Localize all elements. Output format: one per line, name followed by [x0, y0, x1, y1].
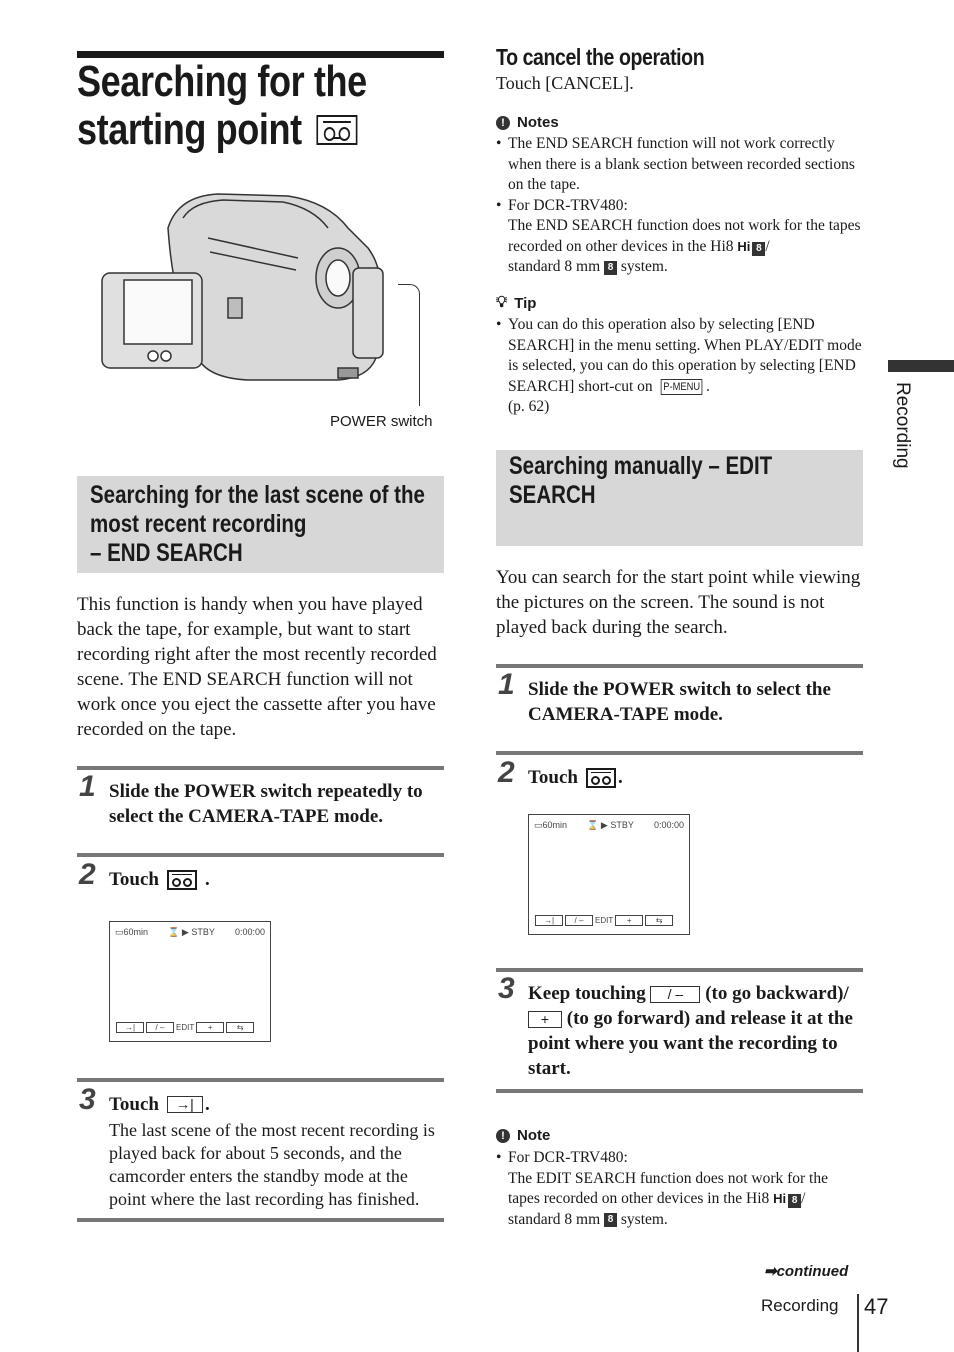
hi8-logo-text: Hi — [773, 1191, 787, 1207]
side-tab — [893, 382, 913, 492]
section-end-rule — [77, 1218, 444, 1222]
back-button-label: / – — [155, 1023, 165, 1032]
page-title-line2-row — [77, 106, 421, 154]
step-rule — [77, 1078, 444, 1082]
step-description: The last scene of the most recent recording is played back for about 5 seconds, and the camcorder enters the standby mode at the point where the last recording has finished. — [109, 1120, 435, 1209]
end-search-heading-line1: Searching for the last scene of the — [90, 481, 425, 509]
note-heading-row — [496, 1127, 550, 1144]
note-trv-line2-end: system. — [620, 258, 668, 276]
step-text: Keep touching — [528, 983, 646, 1004]
step-rule — [77, 766, 444, 770]
footer-rule — [857, 1294, 859, 1352]
battery-remaining: 60min — [123, 927, 149, 937]
tape-button-icon[interactable] — [167, 870, 197, 890]
forward-search-button-icon[interactable] — [528, 1011, 562, 1028]
edit-search-heading-line2: SEARCH — [509, 481, 596, 509]
end-search-button[interactable]: →| — [116, 1022, 144, 1033]
lightbulb-icon: 💡︎ — [496, 294, 508, 311]
screen-status-bar — [534, 820, 684, 831]
edit-search-intro: You can search for the start point while viewing the pictures on the screen. The sound is not played back during the search. — [496, 567, 861, 638]
section-end-rule — [496, 1089, 863, 1093]
continued-text: continued — [776, 1263, 849, 1280]
screen-battery — [534, 820, 567, 831]
step-text: (to go forward) and release it at the point where you want the recording to start. — [528, 1008, 853, 1079]
step-text-row — [528, 765, 623, 790]
tip-heading: Tip — [514, 294, 537, 312]
step-text-row — [109, 867, 210, 892]
camcorder-illustration — [98, 188, 398, 388]
p-menu-button-icon: P-MENU — [660, 379, 702, 395]
tip-list — [496, 315, 862, 418]
step-text: Touch — [109, 869, 159, 890]
step-number: 2 — [79, 858, 96, 891]
caution-icon: ! — [496, 1129, 510, 1143]
cancel-heading: To cancel the operation — [496, 44, 705, 70]
tip-text-end: . — [705, 377, 710, 395]
arrow-right-icon: ➡ — [764, 1263, 777, 1280]
tip-item — [496, 315, 862, 418]
battery-icon: ▭ — [115, 927, 124, 937]
screen-battery — [115, 927, 148, 938]
step-number: 3 — [79, 1083, 96, 1116]
end-search-intro: This function is handy when you have played back the tape, for example, but want to start recording right after the most recently recorded scene. The END SEARCH function will not work once you eject the cassette after you have recorded on the tape. — [77, 594, 437, 740]
back-search-button-icon[interactable] — [650, 986, 700, 1003]
side-tab-label: Recording — [892, 382, 913, 469]
step-text: (to go backward)/ — [705, 983, 849, 1004]
side-tab-bar — [888, 360, 954, 372]
lcd-screen-mock — [109, 921, 271, 1042]
hi8-logo — [773, 1189, 801, 1210]
screen-button-row — [116, 1022, 264, 1033]
caution-icon: ! — [496, 116, 510, 130]
screen-status: STBY — [610, 820, 634, 830]
forward-search-button-label: + — [540, 1011, 550, 1028]
standard8-icon: 8 — [604, 261, 617, 275]
step-text: Touch — [528, 767, 578, 788]
end-search-button[interactable]: →| — [535, 915, 563, 926]
back-button-label: / – — [574, 916, 584, 925]
note-item: • For DCR-TRV480: The END SEARCH function does not work for the tapes recorded on other devices in the Hi8 Hi 8 / standard 8 mm 8 system. — [496, 196, 862, 278]
screen-mode-icons: ⌛ ▶ STBY — [587, 820, 634, 830]
back-search-button-label: / – — [667, 986, 684, 1003]
lcd-screen-mock — [528, 814, 690, 935]
edit-search-back-button[interactable] — [146, 1022, 174, 1033]
tip-page-ref: (p. 62) — [508, 398, 550, 415]
power-switch-callout-line — [398, 284, 420, 406]
note2-line1: The EDIT SEARCH function does not work for the tapes recorded on other devices in the Hi8 — [508, 1169, 828, 1207]
rec-review-button[interactable]: ⇆ — [226, 1022, 254, 1033]
step-suffix: . — [618, 767, 623, 788]
edit-search-heading-line1: Searching manually – EDIT — [509, 452, 773, 480]
step-number: 1 — [498, 668, 515, 701]
notes-list — [496, 134, 862, 278]
screen-button-row — [535, 915, 683, 926]
note-item-text: For DCR-TRV480: — [508, 1149, 628, 1166]
hi8-logo-text: Hi — [737, 238, 751, 254]
page-number: 47 — [864, 1294, 889, 1319]
power-switch-label: POWER switch — [330, 413, 433, 430]
step-suffix: . — [205, 1094, 210, 1115]
screen-counter: 0:00:00 — [234, 927, 265, 937]
edit-search-forward-button[interactable] — [196, 1022, 224, 1033]
step-number: 2 — [498, 756, 515, 789]
screen-status: STBY — [191, 927, 215, 937]
step-rule — [496, 751, 863, 755]
step-text: Touch — [109, 1094, 159, 1115]
note-item-text: For DCR-TRV480: — [508, 196, 628, 214]
step-text-block — [528, 981, 863, 1081]
hi8-logo-8: 8 — [788, 1194, 801, 1208]
edit-label: EDIT — [595, 916, 614, 925]
edit-search-heading-box — [496, 450, 863, 546]
footer-section-name: Recording — [761, 1296, 839, 1315]
step-rule — [77, 853, 444, 857]
notes-heading-row — [496, 114, 559, 131]
end-search-heading-line3: – END SEARCH — [90, 539, 243, 567]
note2-list — [496, 1148, 862, 1230]
note-heading: Note — [517, 1127, 551, 1144]
battery-remaining: 60min — [542, 820, 568, 830]
note2-line2: standard 8 mm — [508, 1210, 601, 1228]
end-search-heading-line2: most recent recording — [90, 510, 307, 538]
step-number: 1 — [79, 770, 96, 803]
standard8-icon: 8 — [604, 1213, 617, 1227]
continued-marker — [764, 1262, 848, 1280]
page-title-line1: Searching for the — [77, 57, 367, 106]
note-trv-line2: standard 8 mm — [508, 258, 601, 276]
edit-search-back-button[interactable] — [565, 915, 593, 926]
note-item: • The END SEARCH function will not work correctly when there is a blank section between recorded sections on the tape. — [496, 134, 862, 196]
tape-button-icon[interactable] — [586, 768, 616, 788]
page-title-line2: starting point — [77, 105, 302, 154]
note-trv-line1: The END SEARCH function does not work for the tapes recorded on other devices in the Hi8 — [508, 217, 861, 255]
hi8-logo — [737, 237, 765, 258]
step-rule — [496, 968, 863, 972]
step-rule — [496, 664, 863, 668]
step-suffix: . — [205, 869, 210, 890]
screen-mode-icons: ⌛ ▶ STBY — [168, 927, 215, 937]
cancel-text: Touch [CANCEL]. — [496, 73, 634, 93]
hi8-logo-8: 8 — [752, 242, 765, 256]
tip-text: You can do this operation also by selecting [END SEARCH] in the menu setting. When PLAY/EDIT mode is selected, you can do this operation by selecting [END SEARCH] short-cut on — [508, 316, 862, 395]
screen-status-bar — [115, 927, 265, 938]
rec-review-button[interactable]: ⇆ — [645, 915, 673, 926]
battery-icon: ▭ — [534, 820, 543, 830]
edit-search-forward-button[interactable] — [615, 915, 643, 926]
step-text: Slide the POWER switch repeatedly to select the CAMERA-TAPE mode. — [109, 781, 423, 827]
step-text: Slide the POWER switch to select the CAMERA-TAPE mode. — [528, 679, 831, 725]
end-search-icon-button[interactable]: →| — [167, 1096, 203, 1113]
forward-button-label: + — [626, 916, 632, 925]
screen-counter: 0:00:00 — [653, 820, 684, 830]
notes-heading: Notes — [517, 114, 559, 131]
edit-label: EDIT — [176, 1023, 195, 1032]
forward-button-label: + — [207, 1023, 213, 1032]
end-search-heading-box — [77, 476, 444, 573]
tip-heading-row — [496, 294, 536, 312]
note2-line2-end: system. — [620, 1210, 668, 1228]
page-title — [77, 58, 421, 154]
note-item: • For DCR-TRV480: The EDIT SEARCH function does not work for the tapes recorded on other devices in the Hi8 Hi 8 / standard 8 mm 8 system. — [496, 1148, 862, 1230]
step-number: 3 — [498, 972, 515, 1005]
step-text-row — [109, 1092, 210, 1117]
tape-mode-icon — [317, 115, 358, 145]
